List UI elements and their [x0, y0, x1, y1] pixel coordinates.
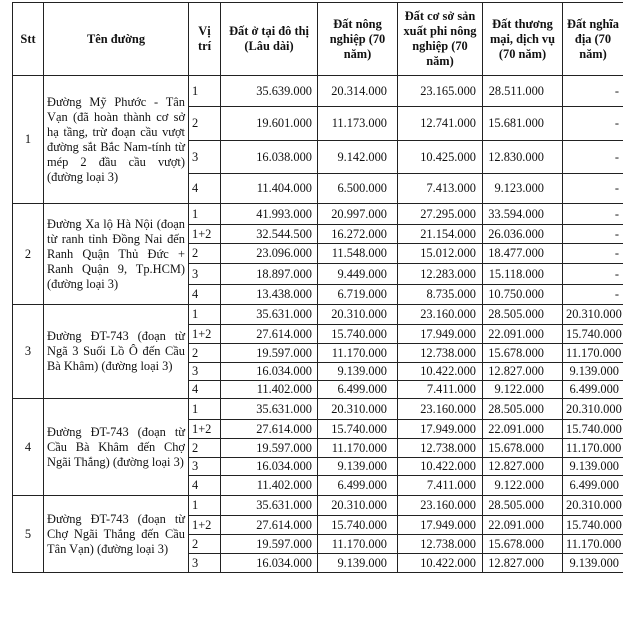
agricultural-price-cell: 20.310.000	[318, 305, 398, 325]
position-cell: 2	[189, 535, 221, 554]
agricultural-price-cell: 11.170.000	[318, 344, 398, 363]
position-cell: 1+2	[189, 516, 221, 535]
cemetery-price-cell: 11.170.000	[563, 535, 624, 554]
agricultural-price-cell: 11.173.000	[318, 107, 398, 141]
row-stt: 2	[13, 204, 44, 305]
commercial-service-price-cell: 12.827.000	[483, 554, 563, 573]
row-stt: 1	[13, 76, 44, 204]
agricultural-price-cell: 6.499.000	[318, 381, 398, 399]
agricultural-price-cell: 6.719.000	[318, 285, 398, 305]
header-commercial-service-land: Đất thương mại, dịch vụ (70 năm)	[483, 3, 563, 76]
cemetery-price-cell: 15.740.000	[563, 325, 624, 344]
urban-residential-price-cell: 13.438.000	[221, 285, 318, 305]
header-cemetery-land: Đất nghĩa địa (70 năm)	[563, 3, 624, 76]
commercial-service-price-cell: 12.830.000	[483, 141, 563, 174]
cemetery-price-cell: 15.740.000	[563, 516, 624, 535]
urban-residential-price-cell: 16.034.000	[221, 554, 318, 573]
header-urban-residential-land: Đất ở tại đô thị (Lâu dài)	[221, 3, 318, 76]
urban-residential-price-cell: 19.597.000	[221, 344, 318, 363]
cemetery-price-cell: -	[563, 285, 624, 305]
table-header	[13, 3, 624, 76]
agricultural-price-cell: 15.740.000	[318, 516, 398, 535]
urban-residential-price-cell: 23.096.000	[221, 244, 318, 264]
non-agricultural-production-price-cell: 27.295.000	[398, 204, 483, 225]
non-agricultural-production-price-cell: 12.741.000	[398, 107, 483, 141]
urban-residential-price-cell: 27.614.000	[221, 325, 318, 344]
non-agricultural-production-price-cell: 21.154.000	[398, 225, 483, 244]
commercial-service-price-cell: 15.678.000	[483, 344, 563, 363]
commercial-service-price-cell: 12.827.000	[483, 363, 563, 381]
cemetery-price-cell: -	[563, 76, 624, 107]
urban-residential-price-cell: 27.614.000	[221, 516, 318, 535]
cemetery-price-cell: -	[563, 141, 624, 174]
row-stt: 3	[13, 305, 44, 399]
non-agricultural-production-price-cell: 12.738.000	[398, 344, 483, 363]
urban-residential-price-cell: 19.597.000	[221, 535, 318, 554]
table-row	[13, 305, 624, 325]
agricultural-price-cell: 15.740.000	[318, 420, 398, 439]
cemetery-price-cell: 20.310.000	[563, 399, 624, 420]
commercial-service-price-cell: 15.681.000	[483, 107, 563, 141]
position-cell: 1	[189, 496, 221, 516]
non-agricultural-production-price-cell: 23.160.000	[398, 305, 483, 325]
agricultural-price-cell: 9.449.000	[318, 264, 398, 285]
urban-residential-price-cell: 41.993.000	[221, 204, 318, 225]
commercial-service-price-cell: 28.511.000	[483, 76, 563, 107]
urban-residential-price-cell: 35.631.000	[221, 305, 318, 325]
non-agricultural-production-price-cell: 10.425.000	[398, 141, 483, 174]
position-cell: 2	[189, 244, 221, 264]
commercial-service-price-cell: 9.122.000	[483, 381, 563, 399]
cemetery-price-cell: 20.310.000	[563, 496, 624, 516]
header-non-agricultural-production-land: Đất cơ sở sản xuất phi nông nghiệp (70 năm)	[398, 3, 483, 76]
position-cell: 4	[189, 381, 221, 399]
commercial-service-price-cell: 33.594.000	[483, 204, 563, 225]
urban-residential-price-cell: 35.639.000	[221, 76, 318, 107]
commercial-service-price-cell: 9.123.000	[483, 174, 563, 204]
cemetery-price-cell: -	[563, 107, 624, 141]
position-cell: 2	[189, 439, 221, 458]
agricultural-price-cell: 20.314.000	[318, 76, 398, 107]
position-cell: 3	[189, 141, 221, 174]
commercial-service-price-cell: 15.678.000	[483, 535, 563, 554]
urban-residential-price-cell: 16.034.000	[221, 458, 318, 476]
urban-residential-price-cell: 11.404.000	[221, 174, 318, 204]
header-row	[13, 3, 624, 76]
road-name: Đường Mỹ Phước - Tân Vạn (đã hoàn thành cơ sở hạ tầng, trừ đoạn cầu vượt đường sắt Bắc Nam-tính từ mép 2 đầu cầu vượt) (đường loại 3)	[44, 76, 189, 204]
non-agricultural-production-price-cell: 7.413.000	[398, 174, 483, 204]
urban-residential-price-cell: 18.897.000	[221, 264, 318, 285]
urban-residential-price-cell: 11.402.000	[221, 476, 318, 496]
cemetery-price-cell: -	[563, 174, 624, 204]
cemetery-price-cell: 6.499.000	[563, 476, 624, 496]
agricultural-price-cell: 6.500.000	[318, 174, 398, 204]
non-agricultural-production-price-cell: 10.422.000	[398, 363, 483, 381]
commercial-service-price-cell: 18.477.000	[483, 244, 563, 264]
header-agricultural-land: Đất nông nghiệp (70 năm)	[318, 3, 398, 76]
agricultural-price-cell: 6.499.000	[318, 476, 398, 496]
non-agricultural-production-price-cell: 10.422.000	[398, 554, 483, 573]
road-name: Đường Xa lộ Hà Nội (đoạn từ ranh tỉnh Đồng Nai đến Ranh Quận Thủ Đức + Ranh Quận 9, Tp.HCM) (đường loại 3)	[44, 204, 189, 305]
cemetery-price-cell: 6.499.000	[563, 381, 624, 399]
road-name: Đường ĐT-743 (đoạn từ Ngã 3 Suối Lồ Ô đến Cầu Bà Khâm) (đường loại 3)	[44, 305, 189, 399]
cemetery-price-cell: 20.310.000	[563, 305, 624, 325]
position-cell: 1	[189, 305, 221, 325]
commercial-service-price-cell: 28.505.000	[483, 496, 563, 516]
commercial-service-price-cell: 26.036.000	[483, 225, 563, 244]
urban-residential-price-cell: 35.631.000	[221, 496, 318, 516]
row-stt: 4	[13, 399, 44, 496]
position-cell: 1+2	[189, 325, 221, 344]
non-agricultural-production-price-cell: 12.283.000	[398, 264, 483, 285]
position-cell: 4	[189, 476, 221, 496]
non-agricultural-production-price-cell: 17.949.000	[398, 325, 483, 344]
agricultural-price-cell: 20.310.000	[318, 399, 398, 420]
non-agricultural-production-price-cell: 17.949.000	[398, 420, 483, 439]
non-agricultural-production-price-cell: 12.738.000	[398, 535, 483, 554]
urban-residential-price-cell: 11.402.000	[221, 381, 318, 399]
position-cell: 1+2	[189, 420, 221, 439]
commercial-service-price-cell: 15.118.000	[483, 264, 563, 285]
agricultural-price-cell: 9.139.000	[318, 554, 398, 573]
header-road-name: Tên đường	[44, 3, 189, 76]
position-cell: 3	[189, 363, 221, 381]
cemetery-price-cell: -	[563, 264, 624, 285]
agricultural-price-cell: 11.170.000	[318, 439, 398, 458]
table-row	[13, 496, 624, 516]
urban-residential-price-cell: 16.034.000	[221, 363, 318, 381]
position-cell: 1	[189, 76, 221, 107]
position-cell: 4	[189, 285, 221, 305]
header-stt: Stt	[13, 3, 44, 76]
cemetery-price-cell: 11.170.000	[563, 344, 624, 363]
non-agricultural-production-price-cell: 23.165.000	[398, 76, 483, 107]
road-name: Đường ĐT-743 (đoạn từ Cầu Bà Khâm đến Chợ Ngãi Thắng) (đường loại 3)	[44, 399, 189, 496]
commercial-service-price-cell: 9.122.000	[483, 476, 563, 496]
agricultural-price-cell: 11.548.000	[318, 244, 398, 264]
commercial-service-price-cell: 15.678.000	[483, 439, 563, 458]
cemetery-price-cell: 9.139.000	[563, 458, 624, 476]
position-cell: 1+2	[189, 225, 221, 244]
non-agricultural-production-price-cell: 7.411.000	[398, 381, 483, 399]
urban-residential-price-cell: 19.601.000	[221, 107, 318, 141]
position-cell: 1	[189, 204, 221, 225]
cemetery-price-cell: 9.139.000	[563, 554, 624, 573]
land-price-table	[12, 2, 623, 573]
urban-residential-price-cell: 19.597.000	[221, 439, 318, 458]
agricultural-price-cell: 9.139.000	[318, 363, 398, 381]
position-cell: 4	[189, 174, 221, 204]
commercial-service-price-cell: 22.091.000	[483, 420, 563, 439]
urban-residential-price-cell: 32.544.500	[221, 225, 318, 244]
cemetery-price-cell: 11.170.000	[563, 439, 624, 458]
urban-residential-price-cell: 35.631.000	[221, 399, 318, 420]
agricultural-price-cell: 20.310.000	[318, 496, 398, 516]
position-cell: 1	[189, 399, 221, 420]
agricultural-price-cell: 16.272.000	[318, 225, 398, 244]
agricultural-price-cell: 20.997.000	[318, 204, 398, 225]
commercial-service-price-cell: 28.505.000	[483, 305, 563, 325]
position-cell: 3	[189, 264, 221, 285]
non-agricultural-production-price-cell: 10.422.000	[398, 458, 483, 476]
position-cell: 3	[189, 554, 221, 573]
urban-residential-price-cell: 16.038.000	[221, 141, 318, 174]
position-cell: 2	[189, 344, 221, 363]
table-row	[13, 204, 624, 225]
non-agricultural-production-price-cell: 8.735.000	[398, 285, 483, 305]
agricultural-price-cell: 11.170.000	[318, 535, 398, 554]
agricultural-price-cell: 15.740.000	[318, 325, 398, 344]
position-cell: 3	[189, 458, 221, 476]
land-price-document	[12, 2, 623, 615]
commercial-service-price-cell: 22.091.000	[483, 516, 563, 535]
non-agricultural-production-price-cell: 7.411.000	[398, 476, 483, 496]
non-agricultural-production-price-cell: 15.012.000	[398, 244, 483, 264]
cemetery-price-cell: -	[563, 244, 624, 264]
commercial-service-price-cell: 22.091.000	[483, 325, 563, 344]
agricultural-price-cell: 9.142.000	[318, 141, 398, 174]
table-row	[13, 399, 624, 420]
commercial-service-price-cell: 12.827.000	[483, 458, 563, 476]
commercial-service-price-cell: 10.750.000	[483, 285, 563, 305]
non-agricultural-production-price-cell: 12.738.000	[398, 439, 483, 458]
cemetery-price-cell: -	[563, 204, 624, 225]
non-agricultural-production-price-cell: 23.160.000	[398, 399, 483, 420]
cemetery-price-cell: 15.740.000	[563, 420, 624, 439]
header-position: Vị trí	[189, 3, 221, 76]
cemetery-price-cell: -	[563, 225, 624, 244]
table-row	[13, 76, 624, 107]
commercial-service-price-cell: 28.505.000	[483, 399, 563, 420]
position-cell: 2	[189, 107, 221, 141]
urban-residential-price-cell: 27.614.000	[221, 420, 318, 439]
row-stt: 5	[13, 496, 44, 573]
non-agricultural-production-price-cell: 23.160.000	[398, 496, 483, 516]
table-body	[13, 76, 624, 573]
road-name: Đường ĐT-743 (đoạn từ Chợ Ngãi Thắng đến Cầu Tân Vạn) (đường loại 3)	[44, 496, 189, 573]
cemetery-price-cell: 9.139.000	[563, 363, 624, 381]
agricultural-price-cell: 9.139.000	[318, 458, 398, 476]
non-agricultural-production-price-cell: 17.949.000	[398, 516, 483, 535]
